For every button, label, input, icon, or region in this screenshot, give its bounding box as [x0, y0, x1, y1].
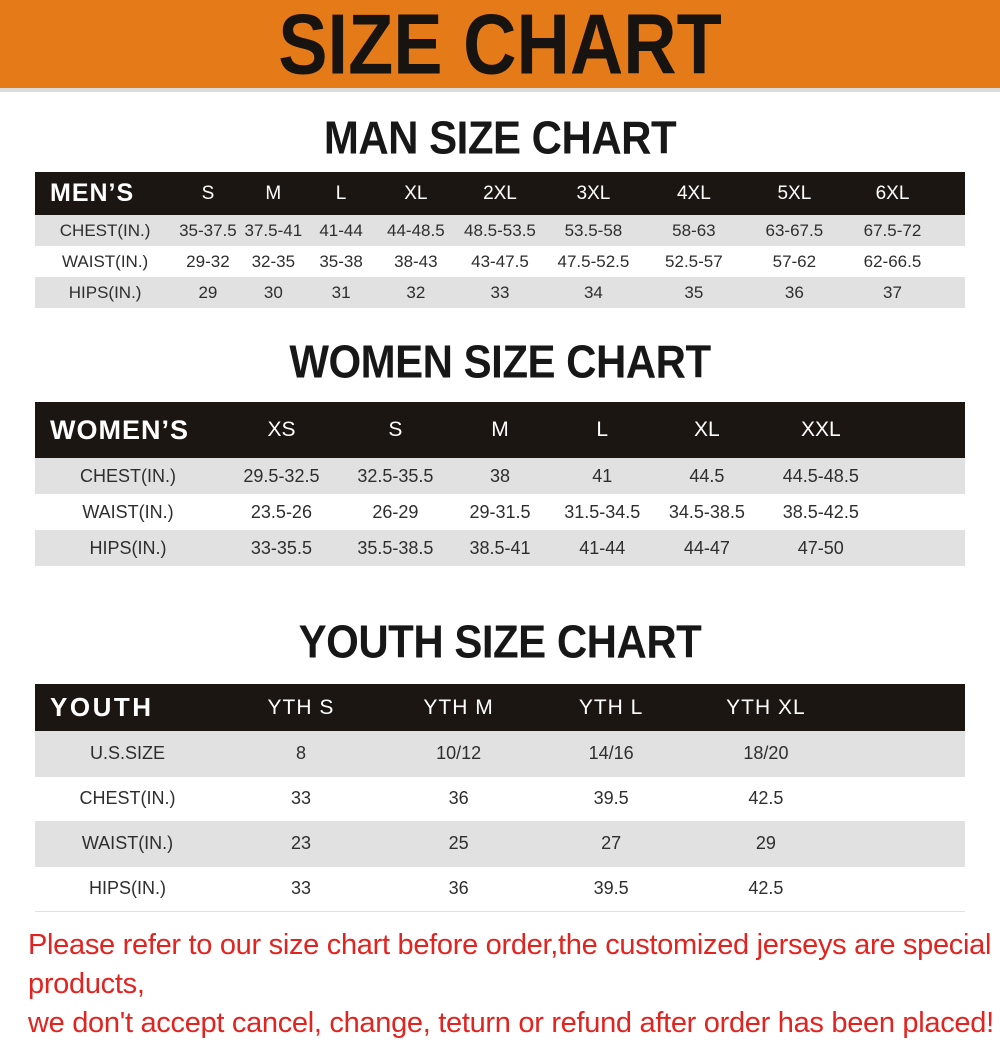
- value-cell: 33: [290, 878, 311, 898]
- value-cell: 42.5: [748, 878, 784, 898]
- value-cell: 8: [295, 742, 306, 763]
- data-row: [35, 821, 965, 866]
- value-cell: 36: [448, 878, 469, 898]
- row-label-cell: HIPS(IN.): [68, 282, 142, 302]
- footer-disclaimer: [28, 926, 1000, 1043]
- data-row: [35, 458, 965, 494]
- spacer-cell: [881, 530, 965, 566]
- data-row: [35, 866, 965, 911]
- value-cell: 18/20: [743, 742, 789, 763]
- spacer-cell: [942, 277, 965, 308]
- value-cell: 10/12: [436, 742, 482, 763]
- data-row: [35, 776, 965, 821]
- man-size-chart-heading: [0, 111, 1000, 164]
- value-cell: 36: [448, 788, 469, 808]
- value-cell: 38.5-41: [469, 537, 531, 558]
- spacer-cell: [942, 246, 965, 277]
- value-cell: 35: [684, 282, 704, 302]
- spacer-cell: [942, 215, 965, 246]
- value-cell: 35-38: [319, 251, 363, 271]
- value-cell: 32: [406, 282, 426, 302]
- value-cell: 57-62: [772, 251, 817, 271]
- value-cell: 27: [601, 833, 622, 853]
- size-header-cell: 6XL: [875, 182, 910, 204]
- value-cell: 39.5: [593, 878, 629, 898]
- row-label-cell: CHEST(IN.): [79, 788, 176, 808]
- value-cell: 32.5-35.5: [357, 465, 434, 486]
- value-cell: 41-44: [579, 537, 626, 558]
- value-cell: 37.5-41: [244, 220, 303, 240]
- size-header-cell: YTH S: [267, 695, 335, 719]
- size-header-cell: 2XL: [483, 182, 517, 204]
- value-cell: 29: [198, 282, 218, 302]
- value-cell: 26-29: [372, 501, 419, 522]
- value-cell: 29: [755, 833, 776, 853]
- data-row: [35, 277, 965, 308]
- spacer-cell: [845, 821, 965, 866]
- value-cell: 42.5: [748, 788, 784, 808]
- size-header-cell: 3XL: [576, 182, 611, 204]
- youth-size-chart-heading-text: YOUTH SIZE CHART: [298, 615, 702, 668]
- data-row: [35, 494, 965, 530]
- value-cell: 23.5-26: [250, 501, 312, 522]
- value-cell: 38: [489, 465, 510, 486]
- value-cell: 52.5-57: [665, 251, 723, 271]
- value-cell: 58-63: [672, 220, 716, 240]
- spacer-cell: [881, 402, 965, 458]
- value-cell: 38.5-42.5: [782, 501, 859, 522]
- value-cell: 44.5-48.5: [782, 465, 859, 486]
- spacer-cell: [881, 494, 965, 530]
- size-header-cell: 5XL: [777, 182, 812, 204]
- row-label-cell: CHEST(IN.): [80, 465, 176, 486]
- data-row: [35, 731, 965, 776]
- women-size-table: [35, 402, 965, 566]
- value-cell: 29-32: [186, 251, 230, 271]
- header-row: [35, 402, 965, 458]
- value-cell: 41: [592, 465, 613, 486]
- table-title-cell: MEN’S: [50, 179, 135, 207]
- value-cell: 25: [448, 833, 469, 853]
- value-cell: 36: [784, 282, 804, 302]
- value-cell: 35-37.5: [179, 220, 237, 240]
- value-cell: 29-31.5: [469, 501, 531, 522]
- value-cell: 31: [331, 282, 351, 302]
- value-cell: 44-48.5: [387, 220, 445, 240]
- value-cell: 53.5-58: [564, 220, 623, 240]
- value-cell: 44-47: [683, 537, 730, 558]
- value-cell: 30: [263, 282, 283, 302]
- data-row: [35, 215, 965, 246]
- spacer-cell: [881, 458, 965, 494]
- value-cell: 37: [883, 282, 902, 302]
- size-header-cell: XL: [694, 418, 720, 441]
- value-cell: 48.5-53.5: [464, 220, 536, 240]
- row-label-cell: HIPS(IN.): [89, 878, 167, 898]
- value-cell: 32-35: [251, 251, 296, 271]
- size-header-cell: XS: [267, 418, 296, 441]
- value-cell: 62-66.5: [863, 251, 922, 271]
- footer-disclaimer-line1: Please refer to our size chart before order,the customized jerseys are special products,: [28, 928, 992, 1000]
- row-label-cell: WAIST(IN.): [82, 501, 174, 522]
- value-cell: 31.5-34.5: [564, 501, 641, 522]
- footer-disclaimer-line2: we don't accept cancel, change, teturn or refund after order has been placed!: [28, 1006, 994, 1039]
- row-label-cell: WAIST(IN.): [61, 251, 149, 271]
- banner-title: SIZE CHART: [278, 0, 722, 92]
- row-label-cell: WAIST(IN.): [81, 833, 174, 853]
- spacer-cell: [942, 172, 965, 215]
- size-header-cell: S: [388, 418, 403, 441]
- value-cell: 23: [290, 833, 311, 853]
- value-cell: 47-50: [797, 537, 844, 558]
- value-cell: 38-43: [394, 251, 438, 271]
- size-header-cell: 4XL: [676, 182, 711, 204]
- size-header-cell: L: [335, 182, 347, 204]
- value-cell: 39.5: [593, 788, 629, 808]
- value-cell: 33: [490, 282, 510, 302]
- women-size-chart-heading: [0, 335, 1000, 388]
- women-size-chart-heading-text: WOMEN SIZE CHART: [289, 335, 711, 388]
- men-size-table: [35, 172, 965, 308]
- size-header-cell: M: [265, 182, 282, 204]
- size-header-cell: YTH M: [423, 695, 494, 719]
- size-header-cell: L: [596, 418, 609, 441]
- value-cell: 63-67.5: [765, 220, 824, 240]
- youth-size-table: [35, 684, 965, 912]
- value-cell: 34: [583, 282, 603, 302]
- size-chart-banner: [0, 0, 1000, 92]
- value-cell: 41-44: [319, 220, 363, 240]
- value-cell: 29.5-32.5: [243, 465, 320, 486]
- value-cell: 35.5-38.5: [357, 537, 434, 558]
- value-cell: 33: [290, 788, 311, 808]
- man-size-chart-heading-text: MAN SIZE CHART: [323, 111, 677, 164]
- youth-size-chart-heading: [0, 615, 1000, 668]
- spacer-cell: [845, 731, 965, 776]
- value-cell: 34.5-38.5: [668, 501, 745, 522]
- spacer-cell: [845, 866, 965, 911]
- data-row: [35, 530, 965, 566]
- spacer-cell: [845, 776, 965, 821]
- size-header-cell: YTH XL: [726, 695, 806, 719]
- size-header-cell: S: [201, 182, 215, 204]
- header-row: [35, 684, 965, 731]
- size-header-cell: XL: [404, 182, 428, 204]
- value-cell: 33-35.5: [250, 537, 312, 558]
- table-title-cell: WOMEN’S: [50, 414, 189, 445]
- row-label-cell: CHEST(IN.): [59, 220, 151, 240]
- value-cell: 47.5-52.5: [557, 251, 630, 271]
- row-label-cell: U.S.SIZE: [90, 742, 166, 763]
- value-cell: 67.5-72: [863, 220, 922, 240]
- size-header-cell: M: [491, 418, 509, 441]
- table-title-cell: YOUTH: [50, 692, 154, 722]
- row-label-cell: HIPS(IN.): [89, 537, 167, 558]
- value-cell: 44.5: [689, 465, 725, 486]
- value-cell: 43-47.5: [471, 251, 529, 271]
- spacer-cell: [845, 684, 965, 731]
- header-row: [35, 172, 965, 215]
- data-row: [35, 246, 965, 277]
- size-header-cell: XXL: [800, 418, 841, 441]
- value-cell: 14/16: [588, 742, 634, 763]
- size-header-cell: YTH L: [578, 695, 644, 719]
